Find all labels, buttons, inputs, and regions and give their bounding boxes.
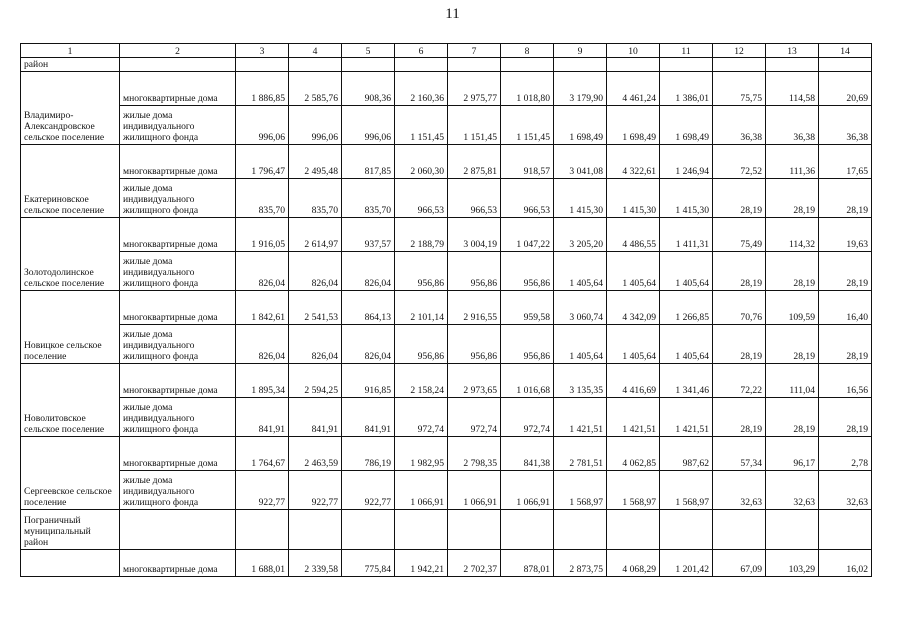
settlement-name: Новицкое сельское поселение	[21, 291, 120, 364]
value-cell: 57,34	[713, 437, 766, 471]
value-cell: 2 781,51	[554, 437, 607, 471]
value-cell: 1 151,45	[395, 106, 448, 145]
value-cell: 28,19	[819, 398, 872, 437]
value-cell: 4 068,29	[607, 550, 660, 577]
value-cell: 2 973,65	[448, 364, 501, 398]
value-cell: 70,76	[713, 291, 766, 325]
value-cell: 72,52	[713, 145, 766, 179]
value-cell: 28,19	[713, 398, 766, 437]
housing-type: многоквартирные дома	[120, 437, 236, 471]
table-row	[21, 58, 872, 72]
column-header: 5	[342, 44, 395, 58]
value-cell: 4 416,69	[607, 364, 660, 398]
empty-cell	[713, 510, 766, 550]
value-cell: 1 405,64	[607, 325, 660, 364]
value-cell: 835,70	[236, 179, 289, 218]
value-cell: 1 688,01	[236, 550, 289, 577]
value-cell: 826,04	[289, 252, 342, 291]
value-cell: 19,63	[819, 218, 872, 252]
value-cell: 28,19	[713, 179, 766, 218]
value-cell: 1 266,85	[660, 291, 713, 325]
housing-type: многоквартирные дома	[120, 218, 236, 252]
value-cell: 878,01	[501, 550, 554, 577]
table-row	[21, 510, 872, 550]
empty-cell	[21, 550, 120, 577]
settlement-name: Екатериновское сельское поселение	[21, 145, 120, 218]
value-cell: 826,04	[289, 325, 342, 364]
column-header: 4	[289, 44, 342, 58]
column-header: 13	[766, 44, 819, 58]
value-cell: 2 060,30	[395, 145, 448, 179]
value-cell: 937,57	[342, 218, 395, 252]
value-cell: 28,19	[766, 179, 819, 218]
value-cell: 28,19	[766, 252, 819, 291]
value-cell: 1 698,49	[554, 106, 607, 145]
value-cell: 1 796,47	[236, 145, 289, 179]
housing-type: многоквартирные дома	[120, 550, 236, 577]
header-row	[21, 44, 872, 58]
table-row	[21, 364, 872, 398]
value-cell: 111,04	[766, 364, 819, 398]
value-cell: 996,06	[236, 106, 289, 145]
value-cell: 17,65	[819, 145, 872, 179]
value-cell: 2 975,77	[448, 72, 501, 106]
empty-cell	[819, 510, 872, 550]
empty-cell	[395, 510, 448, 550]
value-cell: 2 873,75	[554, 550, 607, 577]
value-cell: 28,19	[819, 325, 872, 364]
value-cell: 2 614,97	[289, 218, 342, 252]
value-cell: 16,56	[819, 364, 872, 398]
value-cell: 1 415,30	[660, 179, 713, 218]
value-cell: 1 341,46	[660, 364, 713, 398]
value-cell: 972,74	[448, 398, 501, 437]
value-cell: 1 018,80	[501, 72, 554, 106]
value-cell: 3 179,90	[554, 72, 607, 106]
value-cell: 1 568,97	[660, 471, 713, 510]
value-cell: 32,63	[713, 471, 766, 510]
column-header: 14	[819, 44, 872, 58]
value-cell: 3 004,19	[448, 218, 501, 252]
housing-type: жилые дома индивидуального жилищного фонда	[120, 106, 236, 145]
value-cell: 1 405,64	[660, 252, 713, 291]
value-cell: 918,57	[501, 145, 554, 179]
value-cell: 2 875,81	[448, 145, 501, 179]
value-cell: 2 495,48	[289, 145, 342, 179]
column-header: 11	[660, 44, 713, 58]
value-cell: 2 702,37	[448, 550, 501, 577]
value-cell: 2 158,24	[395, 364, 448, 398]
table-row	[21, 145, 872, 179]
value-cell: 1 895,34	[236, 364, 289, 398]
empty-cell	[607, 510, 660, 550]
value-cell: 1 568,97	[554, 471, 607, 510]
empty-cell	[120, 510, 236, 550]
housing-type: жилые дома индивидуального жилищного фонда	[120, 471, 236, 510]
value-cell: 996,06	[289, 106, 342, 145]
value-cell: 841,91	[342, 398, 395, 437]
settlement-name: Сергеевское сельское поселение	[21, 437, 120, 510]
column-header: 7	[448, 44, 501, 58]
value-cell: 841,91	[236, 398, 289, 437]
value-cell: 966,53	[395, 179, 448, 218]
value-cell: 2 101,14	[395, 291, 448, 325]
value-cell: 1 982,95	[395, 437, 448, 471]
housing-type: многоквартирные дома	[120, 72, 236, 106]
value-cell: 4 486,55	[607, 218, 660, 252]
value-cell: 16,40	[819, 291, 872, 325]
value-cell: 109,59	[766, 291, 819, 325]
column-header: 6	[395, 44, 448, 58]
column-header: 3	[236, 44, 289, 58]
housing-type: многоквартирные дома	[120, 291, 236, 325]
value-cell: 4 342,09	[607, 291, 660, 325]
value-cell: 1 916,05	[236, 218, 289, 252]
value-cell: 966,53	[448, 179, 501, 218]
value-cell: 922,77	[236, 471, 289, 510]
value-cell: 1 201,42	[660, 550, 713, 577]
value-cell: 826,04	[342, 252, 395, 291]
value-cell: 4 062,85	[607, 437, 660, 471]
value-cell: 1 421,51	[660, 398, 713, 437]
value-cell: 2 585,76	[289, 72, 342, 106]
value-cell: 908,36	[342, 72, 395, 106]
value-cell: 1 047,22	[501, 218, 554, 252]
table-row	[21, 471, 872, 510]
housing-type: многоквартирные дома	[120, 364, 236, 398]
value-cell: 1 842,61	[236, 291, 289, 325]
value-cell: 864,13	[342, 291, 395, 325]
value-cell: 2 188,79	[395, 218, 448, 252]
value-cell: 28,19	[766, 325, 819, 364]
value-cell: 956,86	[395, 325, 448, 364]
housing-type: жилые дома индивидуального жилищного фонда	[120, 398, 236, 437]
value-cell: 956,86	[501, 325, 554, 364]
value-cell: 72,22	[713, 364, 766, 398]
value-cell: 1 066,91	[448, 471, 501, 510]
value-cell: 114,32	[766, 218, 819, 252]
housing-type: жилые дома индивидуального жилищного фонда	[120, 179, 236, 218]
value-cell: 956,86	[395, 252, 448, 291]
value-cell: 32,63	[766, 471, 819, 510]
column-header: 2	[120, 44, 236, 58]
value-cell: 841,38	[501, 437, 554, 471]
value-cell: 3 060,74	[554, 291, 607, 325]
value-cell: 826,04	[236, 252, 289, 291]
value-cell: 36,38	[713, 106, 766, 145]
value-cell: 1 066,91	[395, 471, 448, 510]
value-cell: 1 421,51	[554, 398, 607, 437]
value-cell: 28,19	[766, 398, 819, 437]
value-cell: 916,85	[342, 364, 395, 398]
column-header: 9	[554, 44, 607, 58]
value-cell: 922,77	[289, 471, 342, 510]
value-cell: 3 041,08	[554, 145, 607, 179]
value-cell: 1 698,49	[660, 106, 713, 145]
value-cell: 1 415,30	[607, 179, 660, 218]
value-cell: 972,74	[395, 398, 448, 437]
value-cell: 1 405,64	[607, 252, 660, 291]
value-cell: 3 205,20	[554, 218, 607, 252]
value-cell: 96,17	[766, 437, 819, 471]
value-cell: 1 386,01	[660, 72, 713, 106]
table-row	[21, 179, 872, 218]
value-cell: 987,62	[660, 437, 713, 471]
value-cell: 959,58	[501, 291, 554, 325]
value-cell: 1 016,68	[501, 364, 554, 398]
value-cell: 28,19	[713, 325, 766, 364]
table-row	[21, 218, 872, 252]
value-cell: 1 405,64	[660, 325, 713, 364]
value-cell: 775,84	[342, 550, 395, 577]
settlement-name: Владимиро-Александровское сельское поселение	[21, 72, 120, 145]
value-cell: 1 151,45	[501, 106, 554, 145]
value-cell: 966,53	[501, 179, 554, 218]
empty-cell	[501, 510, 554, 550]
empty-cell	[660, 510, 713, 550]
value-cell: 4 461,24	[607, 72, 660, 106]
value-cell: 4 322,61	[607, 145, 660, 179]
empty-cell	[342, 510, 395, 550]
value-cell: 1 066,91	[501, 471, 554, 510]
value-cell: 1 886,85	[236, 72, 289, 106]
value-cell: 786,19	[342, 437, 395, 471]
value-cell: 922,77	[342, 471, 395, 510]
value-cell: 2 541,53	[289, 291, 342, 325]
value-cell: 1 942,21	[395, 550, 448, 577]
value-cell: 826,04	[236, 325, 289, 364]
value-cell: 2 160,36	[395, 72, 448, 106]
table-row	[21, 252, 872, 291]
empty-cell	[289, 510, 342, 550]
housing-type: многоквартирные дома	[120, 145, 236, 179]
value-cell: 114,58	[766, 72, 819, 106]
value-cell: 2 339,58	[289, 550, 342, 577]
value-cell: 1 405,64	[554, 252, 607, 291]
value-cell: 111,36	[766, 145, 819, 179]
value-cell: 36,38	[766, 106, 819, 145]
value-cell: 1 411,31	[660, 218, 713, 252]
value-cell: 1 568,97	[607, 471, 660, 510]
table-row	[21, 106, 872, 145]
value-cell: 1 698,49	[607, 106, 660, 145]
value-cell: 75,75	[713, 72, 766, 106]
value-cell: 1 764,67	[236, 437, 289, 471]
value-cell: 841,91	[289, 398, 342, 437]
column-header: 12	[713, 44, 766, 58]
value-cell: 826,04	[342, 325, 395, 364]
value-cell: 36,38	[819, 106, 872, 145]
value-cell: 972,74	[501, 398, 554, 437]
value-cell: 28,19	[819, 179, 872, 218]
value-cell: 835,70	[289, 179, 342, 218]
value-cell: 1 421,51	[607, 398, 660, 437]
empty-cell	[554, 510, 607, 550]
column-header: 8	[501, 44, 554, 58]
value-cell: 2 798,35	[448, 437, 501, 471]
value-cell: 2,78	[819, 437, 872, 471]
table-row	[21, 325, 872, 364]
table-row	[21, 437, 872, 471]
value-cell: 956,86	[448, 325, 501, 364]
table-row	[21, 550, 872, 577]
value-cell: 2 463,59	[289, 437, 342, 471]
value-cell: 1 405,64	[554, 325, 607, 364]
tariff-table	[20, 43, 872, 577]
value-cell: 16,02	[819, 550, 872, 577]
value-cell: 3 135,35	[554, 364, 607, 398]
value-cell: 28,19	[819, 252, 872, 291]
empty-cell	[236, 510, 289, 550]
value-cell: 956,86	[501, 252, 554, 291]
settlement-name: Новолитовское сельское поселение	[21, 364, 120, 437]
value-cell: 2 916,55	[448, 291, 501, 325]
value-cell: 1 151,45	[448, 106, 501, 145]
value-cell: 20,69	[819, 72, 872, 106]
value-cell: 1 415,30	[554, 179, 607, 218]
region-label: район	[21, 58, 120, 72]
empty-cell	[766, 510, 819, 550]
settlement-name: Золотодолинское сельское поселение	[21, 218, 120, 291]
table-row	[21, 398, 872, 437]
column-header: 10	[607, 44, 660, 58]
value-cell: 1 246,94	[660, 145, 713, 179]
table-row	[21, 291, 872, 325]
housing-type: жилые дома индивидуального жилищного фонда	[120, 325, 236, 364]
value-cell: 835,70	[342, 179, 395, 218]
value-cell: 103,29	[766, 550, 819, 577]
empty-cell	[448, 510, 501, 550]
column-header: 1	[21, 44, 120, 58]
district-name: Пограничный муниципальный район	[21, 510, 120, 550]
value-cell: 817,85	[342, 145, 395, 179]
value-cell: 32,63	[819, 471, 872, 510]
value-cell: 67,09	[713, 550, 766, 577]
housing-type: жилые дома индивидуального жилищного фонда	[120, 252, 236, 291]
value-cell: 2 594,25	[289, 364, 342, 398]
value-cell: 28,19	[713, 252, 766, 291]
page-number: 11	[445, 6, 460, 22]
value-cell: 956,86	[448, 252, 501, 291]
table-row	[21, 72, 872, 106]
value-cell: 75,49	[713, 218, 766, 252]
value-cell: 996,06	[342, 106, 395, 145]
